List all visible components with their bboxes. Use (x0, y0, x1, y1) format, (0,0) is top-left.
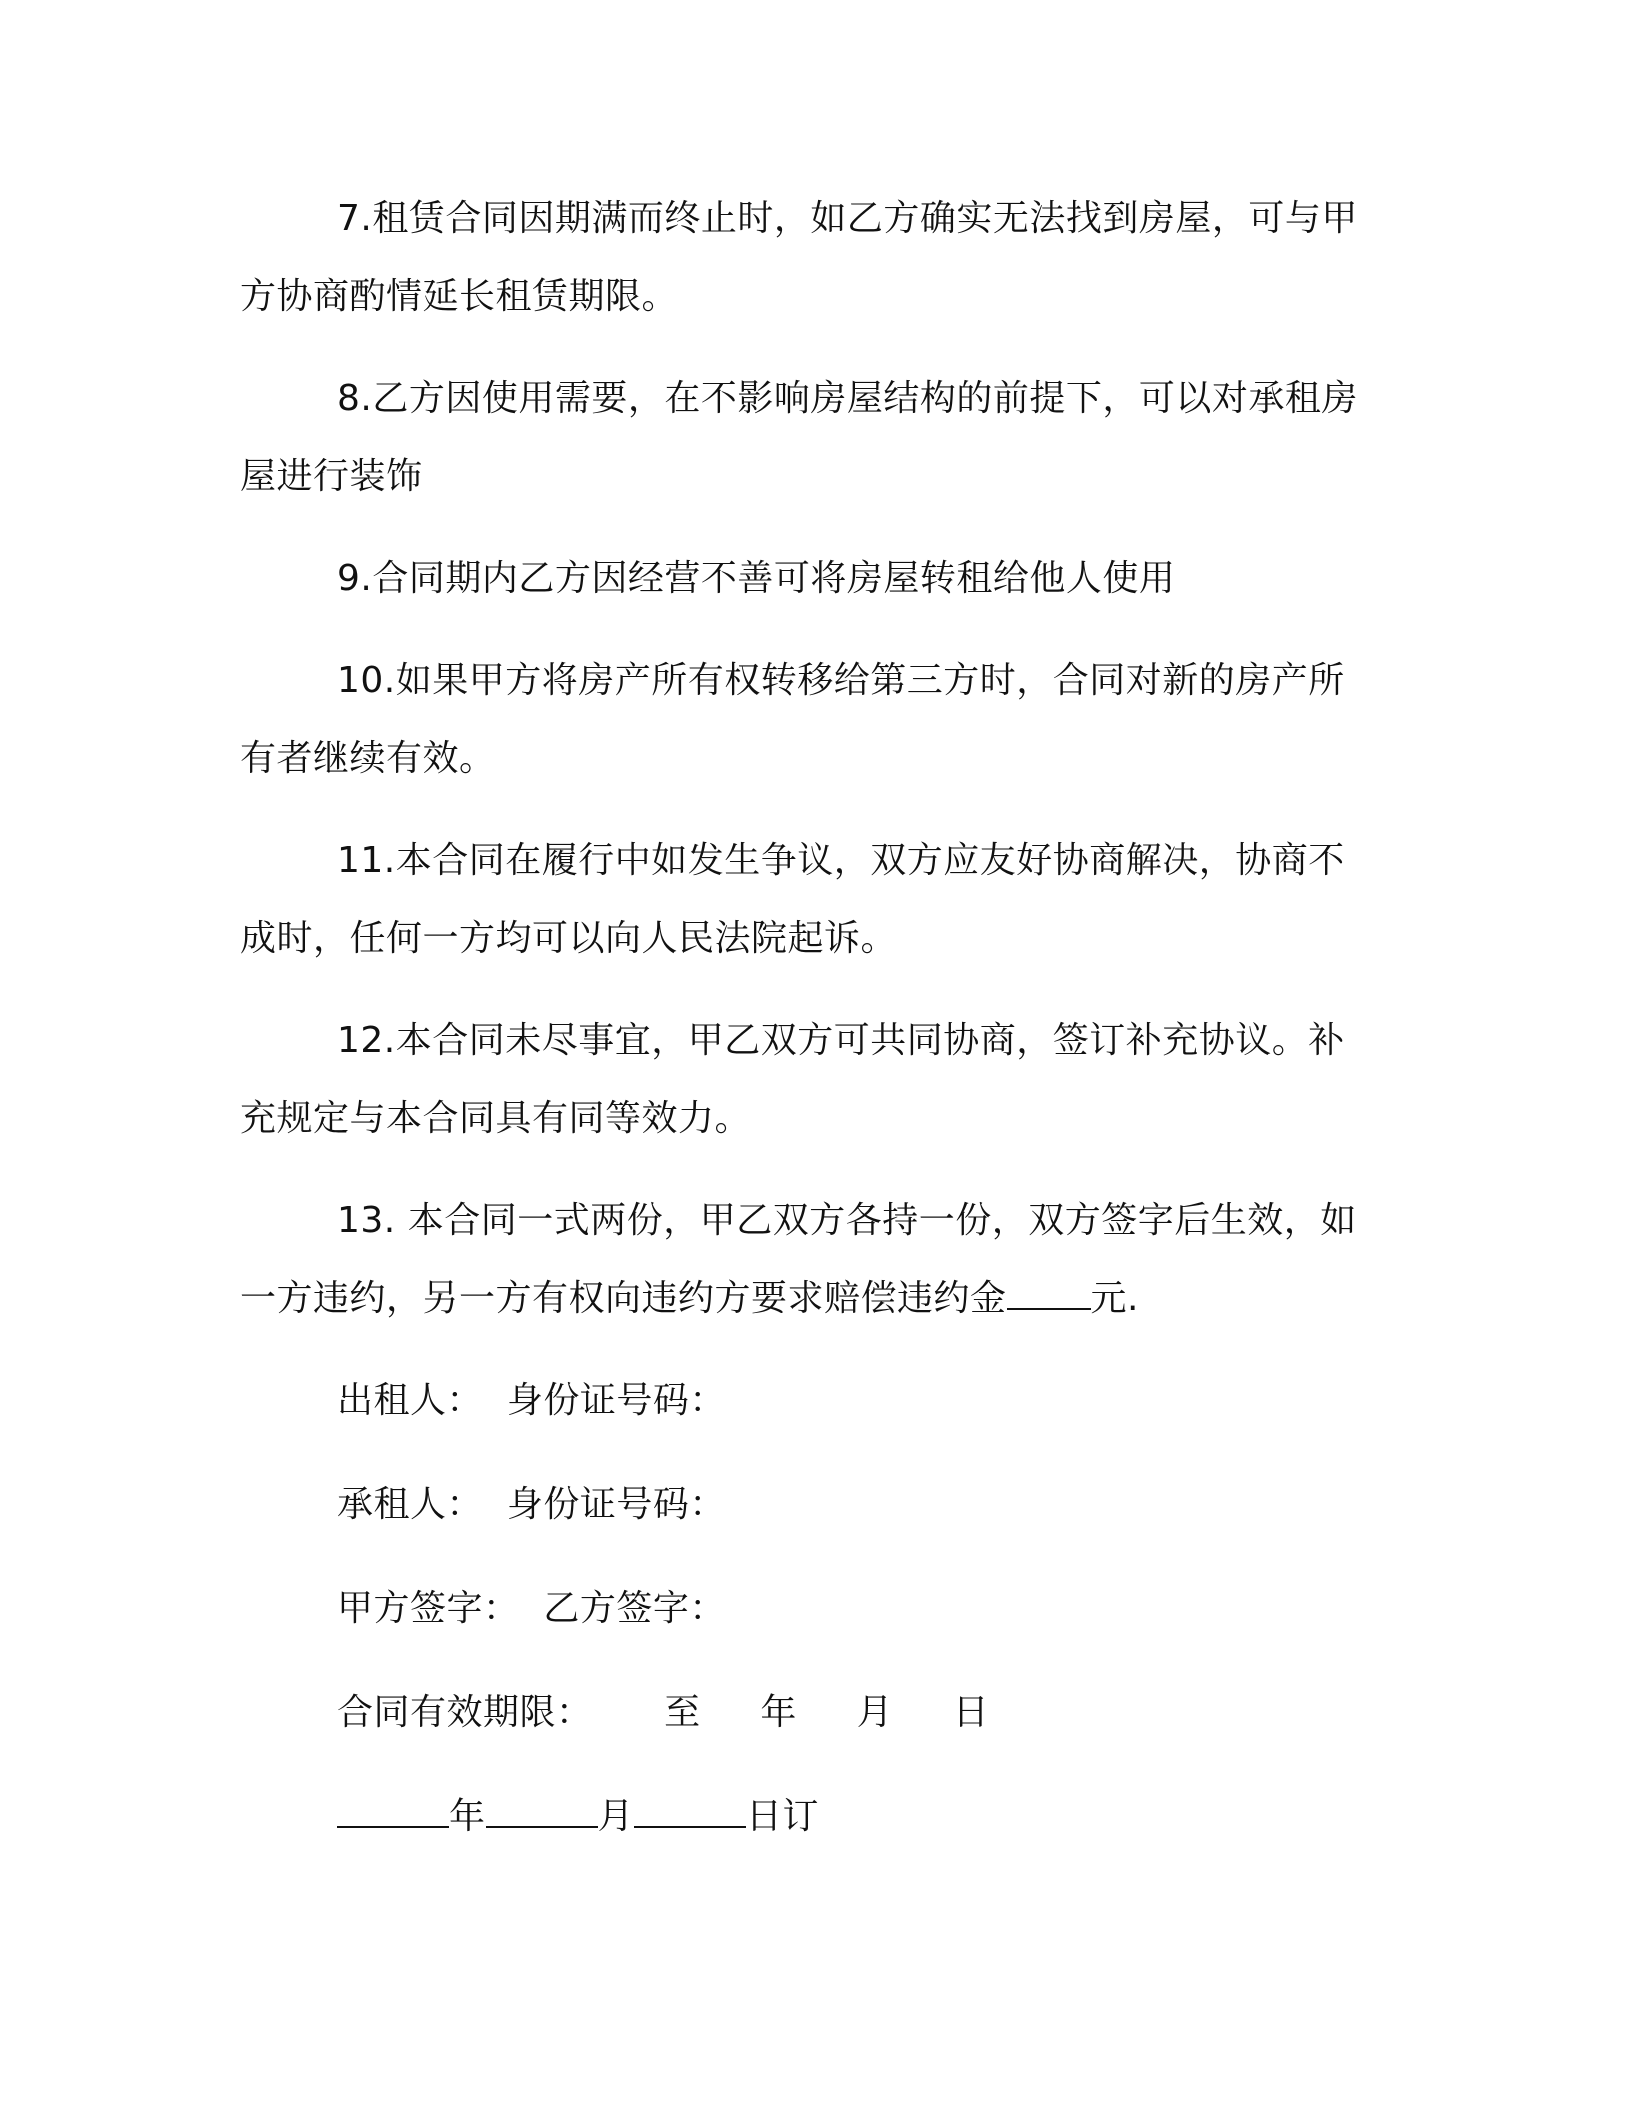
penalty-amount-blank (1007, 1278, 1091, 1310)
validity-line: 合同有效期限： 至 年 月 日 (337, 1692, 990, 1733)
year-label: 年 (449, 1796, 486, 1837)
clause-7: 7.租赁合同因期满而终止时，如乙方确实无法找到房屋，可与甲方协商酌情延长租赁期限。 (240, 198, 1358, 317)
date-signed-line (240, 1778, 1370, 1856)
clause-13-unit: 元. (1090, 1278, 1139, 1319)
clause-9: 9.合同期内乙方因经营不善可将房屋转租给他人使用 (337, 558, 1176, 599)
clause-13 (240, 1182, 1370, 1338)
clause-13-text: 13. 本合同一式两份，甲乙双方各持一份，双方签字后生效，如一方违约，另一方有权向违约方要求赔偿违约金 (240, 1200, 1357, 1319)
clause-10: 10.如果甲方将房产所有权转移给第三方时，合同对新的房产所有者继续有效。 (240, 660, 1345, 779)
day-signed-label: 日订 (746, 1796, 820, 1837)
signature-line: 甲方签字： 乙方签字： (337, 1588, 726, 1629)
day-blank (634, 1796, 746, 1828)
month-blank (486, 1796, 598, 1828)
contract-body (240, 180, 1370, 1882)
year-blank (337, 1796, 449, 1828)
clause-8: 8.乙方因使用需要，在不影响房屋结构的前提下，可以对承租房屋进行装饰 (240, 378, 1358, 497)
clause-12: 12.本合同未尽事宜，甲乙双方可共同协商，签订补充协议。补充规定与本合同具有同等效力。 (240, 1020, 1345, 1139)
lessee-line: 承租人： 身份证号码： (337, 1484, 726, 1525)
clause-11: 11.本合同在履行中如发生争议，双方应友好协商解决，协商不成时，任何一方均可以向人民法院起诉。 (240, 840, 1345, 959)
month-label: 月 (597, 1796, 635, 1837)
lessor-line: 出租人： 身份证号码： (337, 1380, 726, 1421)
